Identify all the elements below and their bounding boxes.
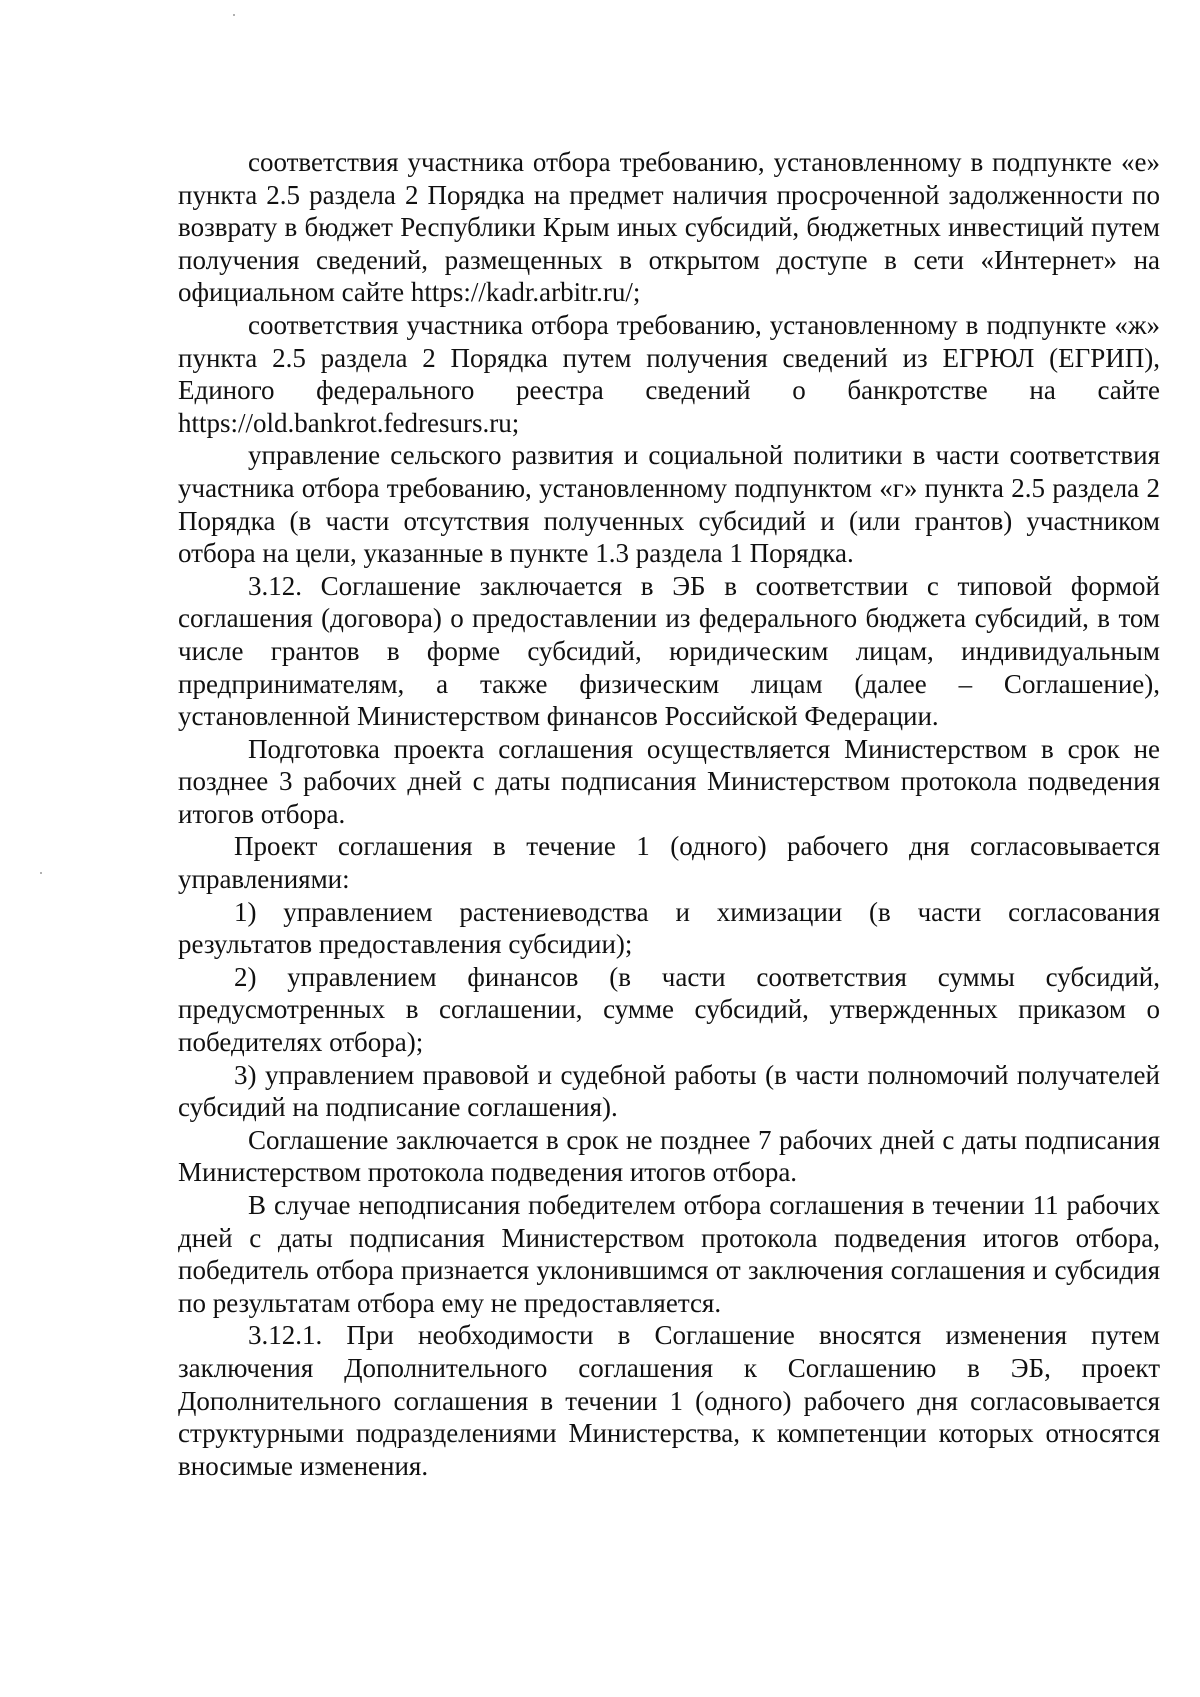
paragraph-kadr-arbitr: соответствия участника отбора требованию, установленному в подпункте «е» пункта 2.5 раздела 2 Порядка на предмет наличия просроченной задолженности по возврату в бюджет Республики Крым иных субсидий, бюджетных инвестиций путем получения сведений, размещенных в открытом доступе в сети «Интернет» на официальном сайте https://kadr.arbitr.ru/; xyxy=(178,147,1160,308)
paragraph-3-12-1: 3.12.1. При необходимости в Соглашение вносятся изменения путем заключения Дополнительного соглашения к Соглашению в ЭБ, проект Дополнительного соглашения в течении 1 (одного) рабочего дня согласовывается структурными подразделениями Министерства, к компетенции которых относятся вносимые изменения. xyxy=(178,1320,1160,1481)
paragraph-draft-approval: Проект соглашения в течение 1 (одного) рабочего дня согласовывается управлениями: xyxy=(178,831,1160,895)
list-item-3: 3) управлением правовой и судебной работы (в части полномочий получателей субсидий на подписание соглашения). xyxy=(178,1059,1160,1123)
paragraph-3-12: 3.12. Соглашение заключается в ЭБ в соответствии с типовой формой соглашения (договора) о предоставлении из федерального бюджета субсидий, в том числе грантов в форме субсидий, юридическим лицам, индивидуальным предпринимателям, а также физическим лицам (далее – Соглашение), установленной Министерством финансов Российской Федерации. xyxy=(178,570,1160,732)
document-body xyxy=(178,146,1160,1482)
list-item-1: 1) управлением растениеводства и химизации (в части согласования результатов предоставления субсидии); xyxy=(178,896,1160,960)
list-item-2: 2) управлением финансов (в части соответствия суммы субсидий, предусмотренных в соглашении, сумме субсидий, утвержденных приказом о победителях отбора); xyxy=(178,961,1160,1058)
paragraph-non-signing: В случае неподписания победителем отбора соглашения в течении 11 рабочих дней с даты подписания Министерством протокола подведения итогов отбора, победитель отбора признается уклонившимся от заключения соглашения и субсидия по результатам отбора ему не предоставляется. xyxy=(178,1190,1160,1318)
scan-speck xyxy=(233,14,235,16)
scan-speck xyxy=(40,872,42,874)
paragraph-rural-development: управление сельского развития и социальной политики в части соответствия участника отбора требованию, установленному подпунктом «г» пункта 2.5 раздела 2 Порядка (в части отсутствия полученных субсидий и (или грантов) участником отбора на цели, указанные в пункте 1.3 раздела 1 Порядка. xyxy=(178,440,1160,569)
paragraph-draft-preparation: Подготовка проекта соглашения осуществляется Министерством в срок не позднее 3 рабочих дней с даты подписания Министерством протокола подведения итогов отбора. xyxy=(178,733,1160,829)
paragraph-agreement-term: Соглашение заключается в срок не позднее 7 рабочих дней с даты подписания Министерством протокола подведения итогов отбора. xyxy=(178,1124,1160,1188)
paragraph-bankrot: соответствия участника отбора требованию, установленному в подпункте «ж» пункта 2.5 раздела 2 Порядка путем получения сведений из ЕГРЮЛ (ЕГРИП), Единого федерального реестра сведений о банкротстве на сайте https://old.bankrot.fedresurs.ru; xyxy=(178,309,1160,438)
